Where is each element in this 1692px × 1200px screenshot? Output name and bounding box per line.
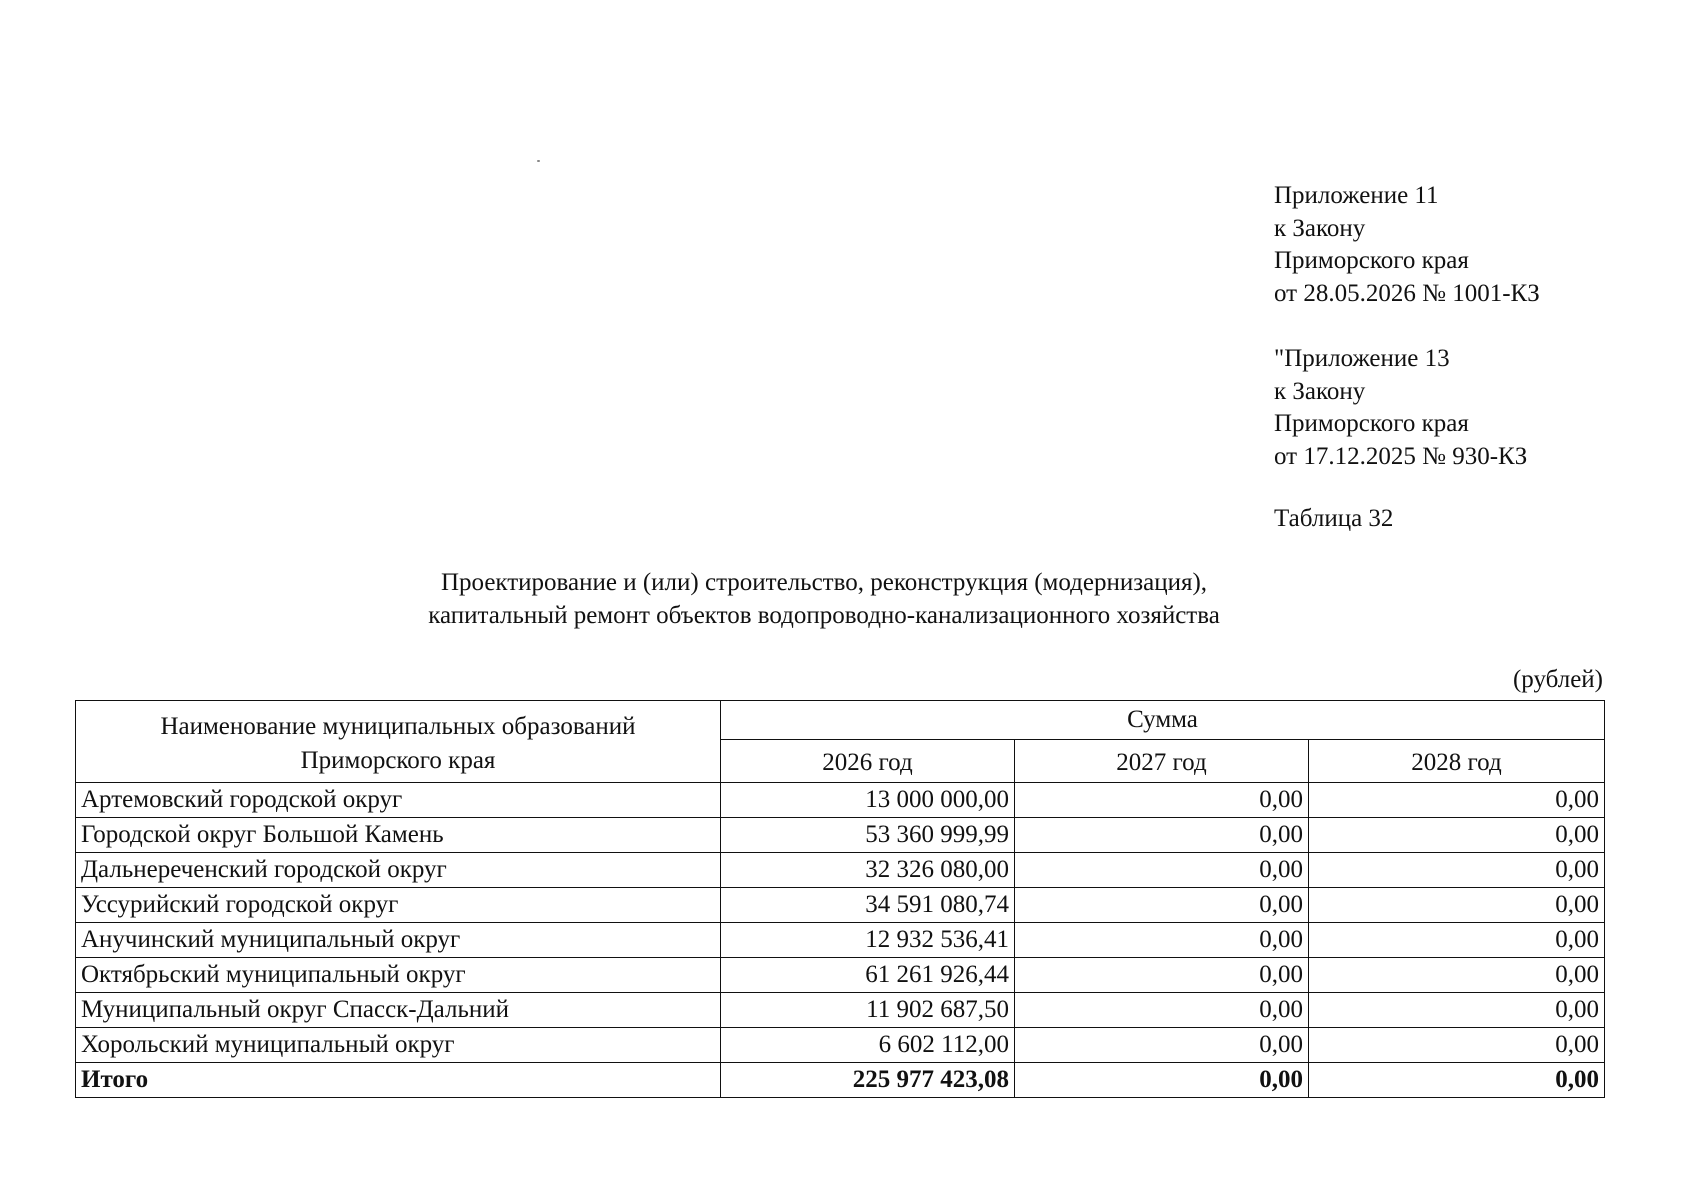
- total-2026: 225 977 423,08: [721, 1063, 1015, 1098]
- amount-2027: 0,00: [1015, 923, 1309, 958]
- municipality-name: Хорольский муниципальный округ: [76, 1028, 721, 1063]
- table-number: Таблица 32: [1274, 505, 1394, 532]
- sum-column-header: Сумма: [721, 701, 1605, 740]
- header-line: Приморского края: [300, 746, 496, 774]
- total-row: [76, 1063, 1605, 1098]
- amount-2027: 0,00: [1015, 853, 1309, 888]
- attachment-line: Приложение 11: [1274, 182, 1439, 209]
- table-row: [76, 888, 1605, 923]
- amount-2027: 0,00: [1015, 958, 1309, 993]
- amount-2026: 12 932 536,41: [721, 923, 1015, 958]
- total-2028: 0,00: [1309, 1063, 1605, 1098]
- amount-2028: 0,00: [1309, 818, 1605, 853]
- title-line: капитальный ремонт объектов водопроводно-канализационного хозяйства: [428, 602, 1220, 629]
- amount-2026: 6 602 112,00: [721, 1028, 1015, 1063]
- amount-2027: 0,00: [1015, 818, 1309, 853]
- amount-2027: 0,00: [1015, 1028, 1309, 1063]
- table-row: [76, 1028, 1605, 1063]
- amount-2028: 0,00: [1309, 888, 1605, 923]
- amount-2028: 0,00: [1309, 1028, 1605, 1063]
- amended-attachment-block: [1274, 343, 1674, 473]
- amount-2028: 0,00: [1309, 958, 1605, 993]
- attachment-block: [1274, 180, 1674, 310]
- table-row: [76, 853, 1605, 888]
- municipality-name: Артемовский городской округ: [76, 783, 721, 818]
- municipality-name: Дальнереченский городской округ: [76, 853, 721, 888]
- amount-2027: 0,00: [1015, 783, 1309, 818]
- year-2026-header: 2026 год: [721, 740, 1015, 783]
- amount-2026: 34 591 080,74: [721, 888, 1015, 923]
- year-2027-header: 2027 год: [1015, 740, 1309, 783]
- municipality-name: Уссурийский городской округ: [76, 888, 721, 923]
- amount-2027: 0,00: [1015, 993, 1309, 1028]
- unit-label: (рублей): [1512, 666, 1603, 693]
- amended-attachment-line: от 17.12.2025 № 930-КЗ: [1274, 442, 1528, 470]
- total-2027: 0,00: [1015, 1063, 1309, 1098]
- table-row: [76, 818, 1605, 853]
- attachment-line: от 28.05.2026 № 1001-КЗ: [1274, 279, 1540, 307]
- table-row: [76, 783, 1605, 818]
- table-row: [76, 958, 1605, 993]
- table-row: [76, 923, 1605, 958]
- amount-2026: 53 360 999,99: [721, 818, 1015, 853]
- amended-attachment-line: Приморского края: [1274, 410, 1469, 437]
- municipality-name: Октябрьский муниципальный округ: [76, 958, 721, 993]
- municipality-column-header: [76, 701, 721, 783]
- amount-2028: 0,00: [1309, 783, 1605, 818]
- amount-2026: 13 000 000,00: [721, 783, 1015, 818]
- table-header-row: [76, 701, 1605, 740]
- header-line: Наименование муниципальных образований: [160, 712, 636, 740]
- amount-2027: 0,00: [1015, 888, 1309, 923]
- funding-table: [75, 700, 1605, 1098]
- amount-2028: 0,00: [1309, 853, 1605, 888]
- year-2028-header: 2028 год: [1309, 740, 1605, 783]
- table-row: [76, 993, 1605, 1028]
- amount-2026: 61 261 926,44: [721, 958, 1015, 993]
- amount-2026: 11 902 687,50: [721, 993, 1015, 1028]
- amended-attachment-line: к Закону: [1274, 377, 1366, 405]
- attachment-line: Приморского края: [1274, 247, 1469, 274]
- total-label: Итого: [76, 1063, 721, 1098]
- amount-2026: 32 326 080,00: [721, 853, 1015, 888]
- municipality-name: Муниципальный округ Спасск-Дальний: [76, 993, 721, 1028]
- title-line: Проектирование и (или) строительство, реконструкция (модернизация),: [440, 569, 1208, 596]
- attachment-line: к Закону: [1274, 214, 1366, 242]
- scan-speck: [537, 160, 540, 162]
- municipality-name: Городской округ Большой Камень: [76, 818, 721, 853]
- amount-2028: 0,00: [1309, 993, 1605, 1028]
- municipality-name: Анучинский муниципальный округ: [76, 923, 721, 958]
- amended-attachment-line: "Приложение 13: [1274, 345, 1450, 372]
- amount-2028: 0,00: [1309, 923, 1605, 958]
- document-title: [300, 566, 1348, 632]
